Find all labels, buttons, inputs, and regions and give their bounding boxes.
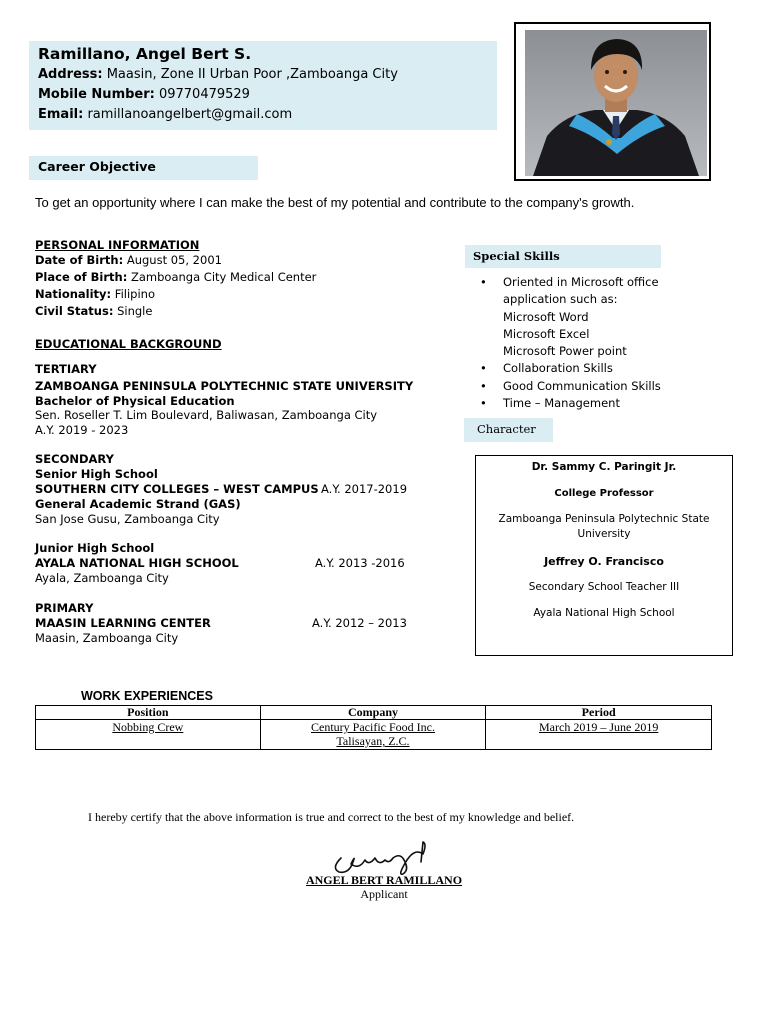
dob-line [35,253,222,267]
jhs-label: Junior High School [35,541,155,555]
bullet-icon: • [480,378,487,393]
company-cell [260,720,486,750]
skill-item [480,395,661,412]
primary-address: Maasin, Zamboanga City [35,631,179,645]
period-cell: March 2019 – June 2019 [486,720,712,750]
nationality-label: Nationality: [35,287,112,301]
reference-1-org-line2: University [577,528,631,540]
skill-item [480,360,661,377]
shs-school: SOUTHERN CITY COLLEGES – WEST CAMPUS [35,482,319,496]
shs-year: A.Y. 2017-2019 [321,482,408,496]
personal-info-heading: PERSONAL INFORMATION [35,238,200,252]
pob-label: Place of Birth: [35,270,128,284]
tertiary-level: TERTIARY [35,362,97,376]
table-header-row [36,706,712,720]
address-line [38,67,398,82]
mobile-label: Mobile Number: [38,87,155,102]
secondary-level: SECONDARY [35,452,114,466]
email-label: Email: [38,107,84,122]
reference-1-name: Dr. Sammy C. Paringit Jr. [531,461,677,473]
character-heading-box [464,418,553,442]
skill-subitem [480,326,661,343]
bullet-icon: • [480,396,487,411]
jhs-school: AYALA NATIONAL HIGH SCHOOL [35,556,239,570]
work-experience-table [35,705,712,750]
skills-list [480,274,661,412]
signer-name: ANGEL BERT RAMILLANO [305,873,463,887]
skill-text: Time – Management [503,396,620,411]
primary-level: PRIMARY [35,601,94,615]
tertiary-course: Bachelor of Physical Education [35,394,235,408]
pob-line [35,270,316,284]
tertiary-year: A.Y. 2019 - 2023 [35,423,129,437]
shs-strand: General Academic Strand (GAS) [35,497,241,511]
tertiary-school: ZAMBOANGA PENINSULA POLYTECHNIC STATE UNIVERSITY [35,379,414,393]
applicant-name: Ramillano, Angel Bert S. [38,45,252,63]
pob-value: Zamboanga City Medical Center [127,270,317,284]
column-header-company: Company [260,706,486,720]
dob-value: August 05, 2001 [123,253,222,267]
skill-subitem [480,291,661,308]
photo-frame [514,22,711,181]
skill-subtext: Microsoft Excel [503,326,590,341]
mobile-value: 09770479529 [154,87,250,102]
skill-subtext: Microsoft Word [503,309,589,324]
certification-statement: I hereby certify that the above information is true and correct to the best of my knowledge and belief. [88,810,575,824]
column-header-position: Position [36,706,261,720]
jhs-address: Ayala, Zamboanga City [35,571,169,585]
address-label: Address: [38,67,103,82]
bullet-icon: • [480,275,487,289]
character-references-box [475,455,733,656]
reference-2-name: Jeffrey O. Francisco [544,555,664,568]
skill-text: Collaboration Skills [503,361,613,376]
bullet-icon: • [480,361,487,376]
primary-school: MAASIN LEARNING CENTER [35,616,211,630]
dob-label: Date of Birth: [35,253,124,267]
skill-subitem [480,309,661,326]
email-value: ramillanoangelbert@gmail.com [83,107,293,122]
skill-text: Good Communication Skills [503,378,661,393]
civil-status-label: Civil Status: [35,304,114,318]
work-experiences-heading: WORK EXPERIENCES [81,689,213,703]
character-heading: Character [477,422,536,436]
special-skills-heading-box [465,245,661,268]
career-objective-text: To get an opportunity where I can make the best of my potential and contribute to the company's growth. [35,195,635,210]
column-header-period: Period [486,706,712,720]
civil-status-line [35,304,152,318]
tertiary-address: Sen. Roseller T. Lim Boulevard, Baliwasan, Zamboanga City [35,408,378,422]
career-objective-heading: Career Objective [38,159,156,174]
skill-text: Oriented in Microsoft office [503,275,659,289]
reference-2-org: Ayala National High School [533,607,675,619]
reference-1-org-line1: Zamboanga Peninsula Polytechnic State [498,513,710,525]
company-location: Talisayan, Z.C. [336,734,410,748]
applicant-photo [525,30,707,176]
address-value: Maasin, Zone II Urban Poor ,Zamboanga City [102,67,398,82]
skill-subtext: Microsoft Power point [503,344,627,359]
reference-2-title: Secondary School Teacher III [528,581,680,593]
skill-item [480,378,661,395]
skill-subtext: application such as: [503,292,618,307]
signer-role: Applicant [360,887,408,901]
shs-label: Senior High School [35,467,158,481]
education-heading: EDUCATIONAL BACKGROUND [35,337,222,351]
table-row [36,720,712,750]
career-objective-heading-box [29,156,258,180]
jhs-year: A.Y. 2013 -2016 [315,556,405,570]
company-name: Century Pacific Food Inc. [311,720,435,734]
civil-status-value: Single [113,304,153,318]
shs-address: San Jose Gusu, Zamboanga City [35,512,220,526]
contact-header [29,41,497,130]
mobile-line [38,87,250,102]
signature-image [323,840,433,876]
special-skills-heading: Special Skills [473,249,560,263]
skill-subitem [480,343,661,360]
primary-year: A.Y. 2012 – 2013 [312,616,407,630]
email-line [38,107,292,122]
nationality-value: Filipino [111,287,155,301]
position-cell: Nobbing Crew [36,720,261,750]
skill-item [480,274,661,291]
nationality-line [35,287,155,301]
reference-1-title: College Professor [554,488,654,499]
